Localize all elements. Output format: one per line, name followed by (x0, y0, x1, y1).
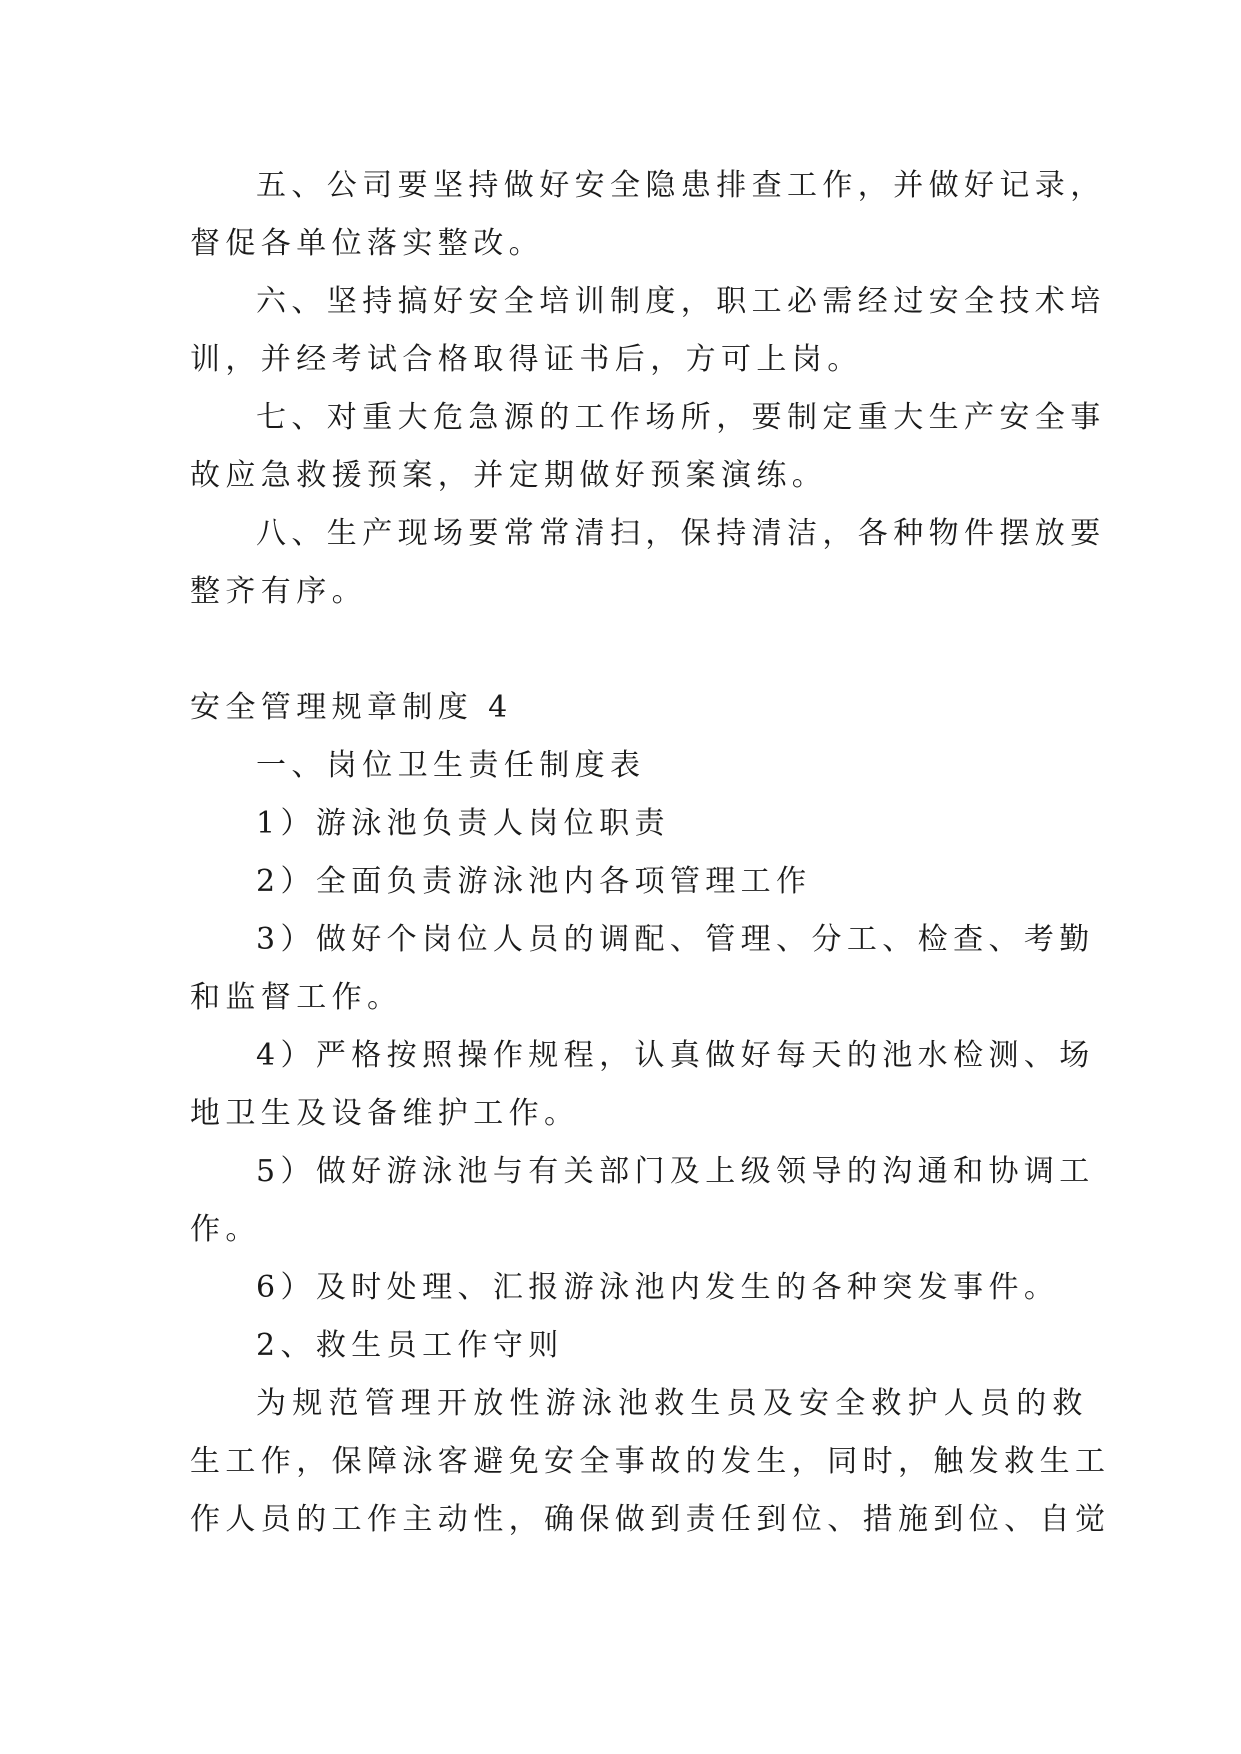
paragraph-line: 6）及时处理、汇报游泳池内发生的各种突发事件。 (256, 1270, 1060, 1305)
paragraph-line: 2）全面负责游泳池内各项管理工作 (256, 864, 812, 899)
paragraph-line: 4）严格按照操作规程，认真做好每天的池水检测、场 (256, 1038, 1095, 1073)
paragraph-line: 整齐有序。 (190, 574, 367, 609)
paragraph-line: 3）做好个岗位人员的调配、管理、分工、检查、考勤 (256, 922, 1095, 957)
paragraph-line: 生工作，保障泳客避免安全事故的发生，同时，触发救生工 (190, 1444, 1111, 1479)
paragraph-line: 六、坚持搞好安全培训制度，职工必需经过安全技术培 (256, 284, 1106, 319)
paragraph-line: 1）游泳池负责人岗位职责 (256, 806, 670, 841)
paragraph-line: 作人员的工作主动性，确保做到责任到位、措施到位、自觉 (190, 1502, 1111, 1537)
paragraph-line: 督促各单位落实整改。 (190, 226, 544, 261)
paragraph-line: 七、对重大危急源的工作场所，要制定重大生产安全事 (256, 400, 1106, 435)
paragraph-line: 5）做好游泳池与有关部门及上级领导的沟通和协调工 (256, 1154, 1095, 1189)
paragraph-line: 和监督工作。 (190, 980, 403, 1015)
paragraph-line: 故应急救援预案，并定期做好预案演练。 (190, 458, 828, 493)
paragraph-line: 训，并经考试合格取得证书后，方可上岗。 (190, 342, 863, 377)
paragraph-line: 八、生产现场要常常清扫，保持清洁，各种物件摆放要 (256, 516, 1106, 551)
paragraph-line: 五、公司要坚持做好安全隐患排查工作，并做好记录， (256, 168, 1106, 203)
paragraph-line: 2、救生员工作守则 (256, 1328, 564, 1363)
section-title: 安全管理规章制度 4 (190, 690, 513, 725)
paragraph-line: 为规范管理开放性游泳池救生员及安全救护人员的救 (256, 1386, 1089, 1421)
paragraph-line: 作。 (190, 1212, 261, 1247)
paragraph-line: 地卫生及设备维护工作。 (190, 1096, 580, 1131)
paragraph-line: 一、岗位卫生责任制度表 (256, 748, 646, 783)
